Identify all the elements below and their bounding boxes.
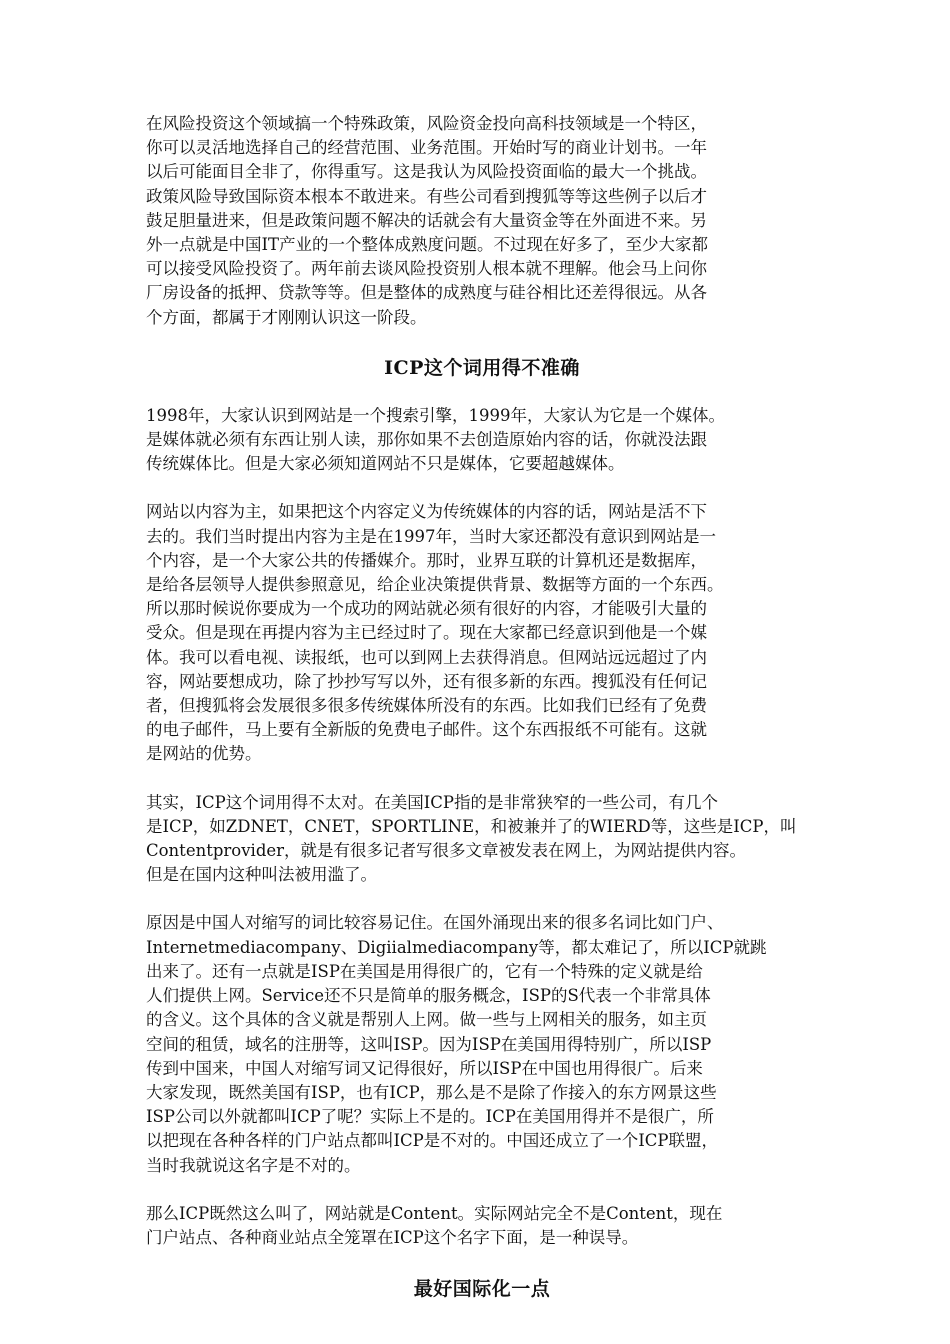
- paragraph-gap: [146, 887, 818, 911]
- paragraph-gap: [146, 1178, 818, 1202]
- paragraph-gap: [146, 476, 818, 500]
- paragraph-4: 原因是中国人对缩写的词比较容易记住。在国外涌现出来的很多名词比如门户、 Internetmediacompany、Digiialmediacompany等，都太难记了，所以ICP就跳 出来了。还有一点就是ISP在美国是用得很广的，它有一个特殊的定义就是给 人们提供上网。Service还不只是简单的服务概念，ISP的S代表一个非常具体 的含义。这个具体的含义就是帮别人上网。做一些与上网相关的服务，如主页 空间的租赁，域名的注册等，这叫ISP。因为ISP在美国用得特别广，所以ISP 传到中国来，中国人对缩写词又记得很好，所以ISP在中国也用得很广。后来 大家发现，既然美国有ISP，也有ICP，那么是不是除了作接入的东方网景这些 ISP公司以外就都叫ICP了呢？实际上不是的。ICP在美国用得并不是很广，所 以把现在各种各样的门户站点都叫ICP是不对的。中国还成立了一个ICP联盟， 当时我就说这名字是不对的。: [146, 913, 767, 1175]
- paragraph-2: 网站以内容为主，如果把这个内容定义为传统媒体的内容的话，网站是活不下 去的。我们当时提出内容为主是在1997年，当时大家还都没有意识到网站是一 个内容，是一个大家公共的传播媒介。那时，业界互联的计算机还是数据库， 是给各层领导人提供参照意见，给企业决策提供背景、数据等方面的一个东西。 所以那时候说你要成为一个成功的网站就必须有很好的内容，才能吸引大量的 受众。但是现在再提内容为主已经过时了。现在大家都已经意识到他是一个媒 体。我可以看电视、读报纸，也可以到网上去获得消息。但网站远远超过了内 容，网站要想成功，除了抄抄写写以外，还有很多新的东西。搜狐没有任何记 者，但搜狐将会发展很多很多传统媒体所没有的东西。比如我们已经有了免费 的电子邮件，马上要有全新版的免费电子邮件。这个东西报纸不可能有。这就 是网站的优势。: [146, 502, 724, 764]
- paragraph-1: 1998年，大家认识到网站是一个搜索引擎，1999年，大家认为它是一个媒体。 是媒体就必须有东西让别人读，那你如果不去创造原始内容的话，你就没法跟 传统媒体比。但是大家必须知道网站不只是媒体，它要超越媒体。: [146, 405, 725, 474]
- paragraph-3: 其实，ICP这个词用得不太对。在美国ICP指的是非常狭窄的一些公司，有几个 是ICP，如ZDNET，CNET，SPORTLINE，和被兼并了的WIERD等，这些是ICP，叫 Contentprovider，就是有很多记者写很多文章被发表在网上，为网站提供内容。 但是在国内这种叫法被用滥了。: [146, 792, 797, 885]
- paragraph-intro: 在风险投资这个领域搞一个特殊政策，风险资金投向高科技领域是一个特区， 你可以灵活地选择自己的经营范围、业务范围。开始时写的商业计划书。一年 以后可能面目全非了，你得重写。这是我认为风险投资面临的最大一个挑战。 政策风险导致国际资本根本不敢进来。有些公司看到搜狐等等这些例子以后才 鼓足胆量进来，但是政策问题不解决的话就会有大量资金等在外面进不来。另 外一点就是中国IT产业的一个整体成熟度问题。不过现在好多了，至少大家都 可以接受风险投资了。两年前去谈风险投资别人根本就不理解。他会马上问你 厂房设备的抵押、贷款等等。但是整体的成熟度与硅谷相比还差得很远。从各 个方面，都属于才刚刚认识这一阶段。: [146, 114, 709, 327]
- paragraph-gap: [146, 767, 818, 791]
- paragraph-5: 那么ICP既然这么叫了，网站就是Content。实际网站完全不是Content，现在 门户站点、各种商业站点全笼罩在ICP这个名字下面，是一种误导。: [146, 1203, 723, 1247]
- section-heading-icp: ICP这个词用得不准确: [384, 356, 580, 379]
- document-page: [146, 112, 818, 1301]
- section-heading-internationalize: 最好国际化一点: [413, 1278, 551, 1301]
